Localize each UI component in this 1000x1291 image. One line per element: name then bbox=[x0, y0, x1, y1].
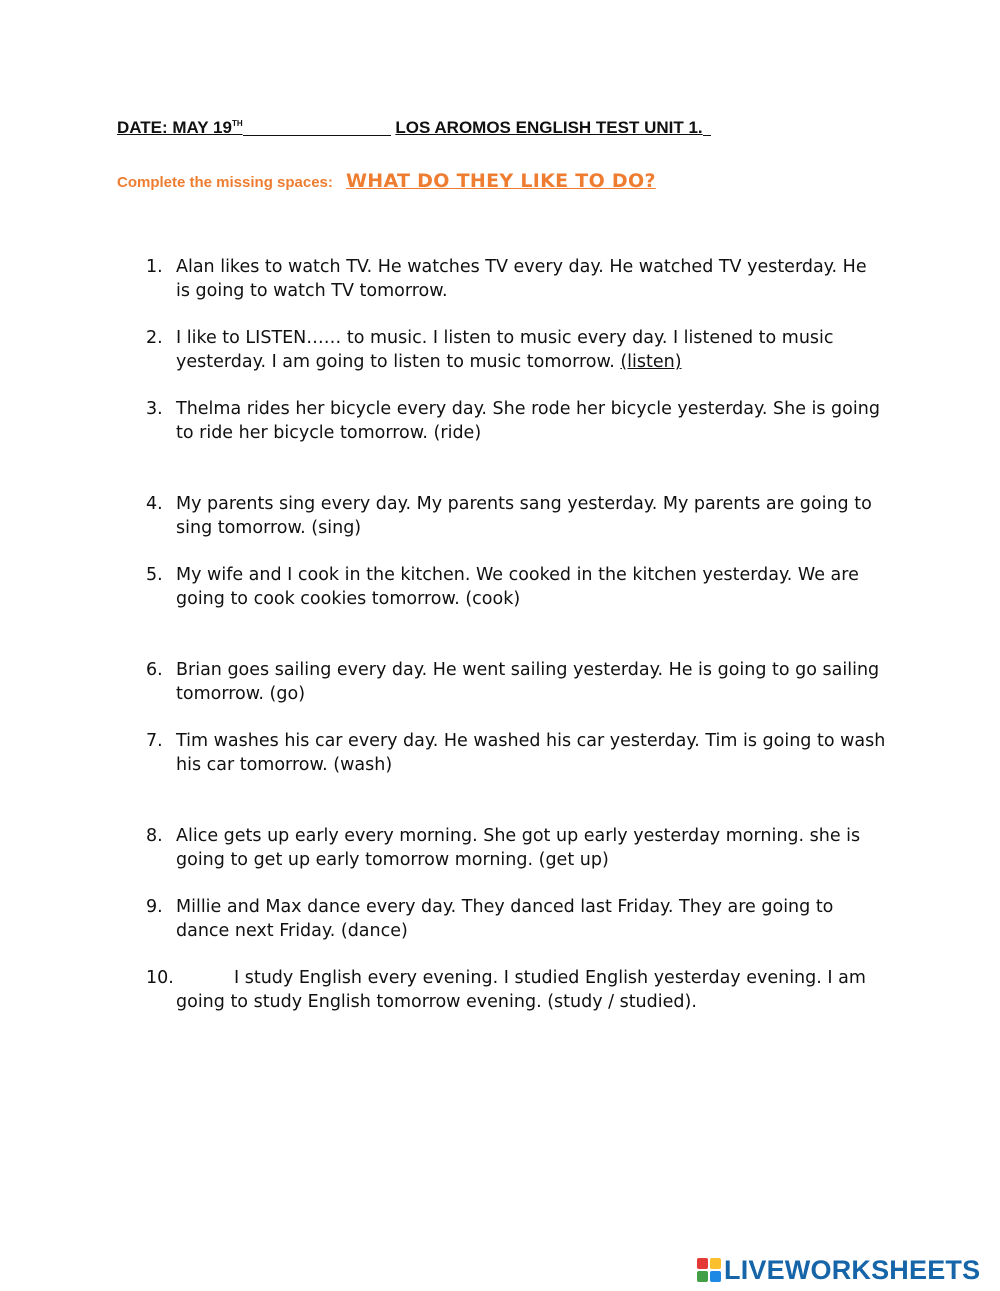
header-underline-gap bbox=[243, 134, 391, 136]
cube-blue bbox=[710, 1271, 721, 1282]
test-header bbox=[117, 118, 767, 138]
exercise-item-4: 4. My parents sing every day. My parents sang yesterday. My parents are going to sing tomorrow. (sing) bbox=[146, 494, 872, 538]
exercise-item-5: 5. My wife and I cook in the kitchen. We cooked in the kitchen yesterday. We are going to cook cookies tomorrow. (cook) bbox=[146, 565, 859, 609]
exercise-item-6: 6. Brian goes sailing every day. He went sailing yesterday. He is going to go sailing tomorrow. (go) bbox=[146, 660, 880, 704]
exercise-item-8: 8. Alice gets up early every morning. She got up early yesterday morning. she is going to get up early tomorrow morning. (get up) bbox=[146, 826, 861, 870]
cube-red bbox=[697, 1258, 708, 1269]
hint-listen: (listen) bbox=[620, 352, 682, 372]
liveworksheets-logo bbox=[697, 1255, 980, 1285]
instruction-text: Complete the missing spaces: bbox=[117, 174, 333, 191]
exercise-item-2: 2. I like to LISTEN…… to music. I listen to music every day. I listened to music yesterday. I am going to listen to music tomorrow. (listen) bbox=[146, 328, 834, 372]
liveworksheets-cubes-icon bbox=[697, 1258, 721, 1282]
instructions bbox=[117, 170, 656, 192]
exercise-item-7: 7. Tim washes his car every day. He washed his car yesterday. Tim is going to wash his car tomorrow. (wash) bbox=[146, 731, 886, 775]
date-label: DATE: MAY 19TH bbox=[117, 118, 243, 137]
brand-name: LIVEWORKSHEETS bbox=[724, 1254, 981, 1285]
exercise-item-3: 3. Thelma rides her bicycle every day. She rode her bicycle yesterday. She is going to ride her bicycle tomorrow. (ride) bbox=[146, 399, 880, 443]
exercise-item-9: 9. Millie and Max dance every day. They danced last Friday. They are going to dance next Friday. (dance) bbox=[146, 897, 834, 941]
cube-yellow bbox=[710, 1258, 721, 1269]
question-title: WHAT DO THEY LIKE TO DO? bbox=[346, 170, 656, 192]
exercise-list bbox=[146, 255, 886, 1014]
test-title: LOS AROMOS ENGLISH TEST UNIT 1. bbox=[395, 118, 703, 137]
cube-green bbox=[697, 1271, 708, 1282]
exercise-item-1: 1. Alan likes to watch TV. He watches TV every day. He watched TV yesterday. He is going to watch TV tomorrow. bbox=[146, 257, 867, 301]
exercise-item-10: 10. I study English every evening. I studied English yesterday evening. I am going to study English tomorrow evening. (study / studied). bbox=[146, 968, 866, 1012]
